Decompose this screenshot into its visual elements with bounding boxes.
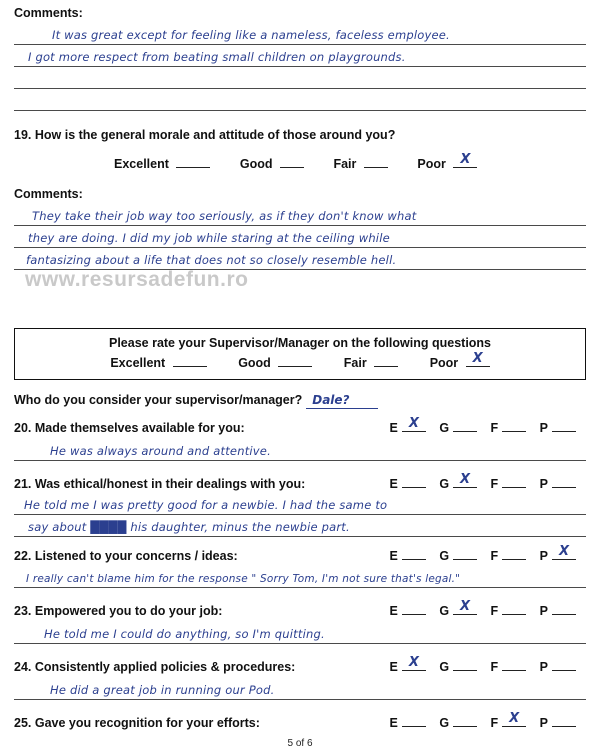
supervisor-rating-box (14, 328, 586, 380)
handwriting-text: They take their job way too seriously, as if they don't know what (32, 209, 417, 223)
handwriting-line (14, 89, 586, 111)
scale-letter: F (490, 549, 499, 563)
question-text: Listened to your concerns / ideas: (34, 549, 238, 563)
scale-option-p[interactable] (539, 544, 576, 563)
scale-letter: G (439, 604, 450, 618)
handwriting-line (14, 45, 586, 67)
question-19-scale[interactable] (14, 152, 586, 171)
handwriting-line (14, 622, 586, 644)
scale-blank[interactable] (453, 419, 477, 432)
scale-blank[interactable] (502, 475, 526, 488)
question-21 (14, 472, 586, 491)
handwriting-text: I got more respect from beating small children on playgrounds. (28, 50, 406, 64)
rating-label: Fair (343, 356, 367, 370)
handwriting-text: He told me I was pretty good for a newbie. I had the same to (24, 498, 388, 512)
scale-mark: X (408, 416, 419, 431)
question-21-answer (14, 493, 586, 537)
scale-option-f[interactable] (491, 547, 527, 563)
scale-option-g[interactable] (439, 419, 477, 435)
handwriting-text: It was great except for feeling like a nameless, faceless employee. (52, 28, 450, 42)
scale-mark: X (408, 655, 419, 670)
question-24-label (14, 660, 295, 674)
scale-blank[interactable] (453, 599, 477, 615)
scale-option-e[interactable] (389, 475, 425, 491)
rating-option-good[interactable] (238, 354, 312, 370)
rating-label: Fair (333, 157, 357, 171)
scale-blank[interactable] (402, 655, 426, 671)
scale-letter: G (439, 421, 450, 435)
question-20-scale[interactable] (379, 416, 586, 435)
question-text: Consistently applied policies & procedures: (34, 660, 296, 674)
handwriting-line (14, 248, 586, 270)
question-21-scale[interactable] (379, 472, 586, 491)
rating-option-poor[interactable] (417, 152, 477, 171)
scale-letter: P (539, 604, 548, 618)
question-number: 23. (14, 604, 32, 618)
scale-blank[interactable] (502, 658, 526, 671)
scale-letter: F (490, 604, 499, 618)
handwriting-line (14, 678, 586, 700)
rating-option-excellent[interactable] (114, 155, 210, 171)
supervisor-name-answer[interactable]: Dale? (306, 393, 377, 409)
top-comments-label: Comments: (14, 6, 83, 20)
scale-option-e[interactable] (389, 602, 425, 618)
scale-option-g[interactable] (439, 714, 477, 730)
question-20 (14, 416, 586, 435)
question-text: Was ethical/honest in their dealings with you: (34, 477, 306, 491)
top-comments-lines (14, 23, 586, 111)
supervisor-name-question: Who do you consider your supervisor/manager? (14, 393, 303, 407)
scale-letter: P (539, 549, 548, 563)
rating-label: Good (239, 157, 273, 171)
scale-letter: E (389, 660, 398, 674)
question-23-scale[interactable] (379, 599, 586, 618)
scale-blank[interactable] (402, 602, 426, 615)
question-19-comments-label: Comments: (14, 187, 83, 201)
supervisor-name-row (14, 393, 586, 407)
rating-label: Excellent (110, 356, 166, 370)
scale-blank[interactable] (552, 544, 576, 560)
question-19-comment-lines (14, 204, 586, 270)
scale-letter: E (389, 604, 398, 618)
handwriting-line (14, 515, 586, 537)
scale-option-e[interactable] (389, 655, 425, 674)
handwriting-line (14, 204, 586, 226)
rating-label: Poor (429, 356, 459, 370)
handwriting-text: I really can't blame him for the response " Sorry Tom, I'm not sure that's legal." (26, 573, 461, 585)
scale-option-p[interactable] (540, 714, 576, 730)
question-number: 21. (14, 477, 32, 491)
rating-option-poor[interactable] (429, 351, 490, 370)
question-24-answer (14, 678, 586, 700)
scale-letter: F (490, 477, 499, 491)
question-19 (14, 128, 586, 142)
scale-blank[interactable] (552, 658, 576, 671)
question-24 (14, 655, 586, 674)
scale-option-e[interactable] (389, 714, 425, 730)
scale-letter: E (389, 716, 398, 730)
scale-mark: X (509, 711, 520, 726)
scale-option-p[interactable] (540, 658, 576, 674)
question-22-label (14, 549, 238, 563)
scale-letter: P (539, 660, 548, 674)
question-number: 22. (14, 549, 32, 563)
rating-blank[interactable] (278, 354, 312, 367)
scale-letter: G (439, 716, 450, 730)
scale-option-p[interactable] (540, 419, 576, 435)
handwriting-text: say about ████ his daughter, minus the newbie part. (28, 520, 350, 534)
handwriting-text: He told me I could do anything, so I'm quitting. (44, 627, 325, 641)
question-text: Made themselves available for you: (34, 421, 245, 435)
handwriting-line (14, 226, 586, 248)
scale-option-p[interactable] (540, 602, 576, 618)
supervisor-box-title: Please rate your Supervisor/Manager on the following questions (108, 336, 492, 350)
question-20-label (14, 421, 245, 435)
scale-letter: F (490, 660, 499, 674)
question-25-label (14, 716, 260, 730)
scale-option-f[interactable] (491, 602, 527, 618)
rating-blank[interactable] (374, 354, 398, 367)
rating-label: Good (238, 356, 271, 370)
scale-letter: G (439, 660, 450, 674)
handwriting-text: they are doing. I did my job while staring at the ceiling while (28, 231, 390, 245)
rating-blank[interactable] (364, 155, 388, 168)
scale-letter: P (539, 421, 548, 435)
scale-option-e[interactable] (389, 547, 425, 563)
watermark: www.resursadefun.ro (25, 268, 249, 291)
scale-option-f[interactable] (491, 419, 527, 435)
scale-letter: P (539, 716, 548, 730)
scale-blank[interactable] (402, 475, 426, 488)
question-number: 25. (14, 716, 32, 730)
scale-option-g[interactable] (439, 547, 477, 563)
question-23-label (14, 604, 222, 618)
scale-blank[interactable] (552, 602, 576, 615)
scale-letter: P (539, 477, 548, 491)
scale-option-f[interactable] (491, 475, 527, 491)
question-22 (14, 544, 586, 563)
scale-option-f[interactable] (490, 711, 527, 730)
scale-mark: X (460, 472, 471, 487)
handwriting-line (14, 67, 586, 89)
question-25 (14, 711, 586, 730)
question-23 (14, 599, 586, 618)
scale-blank[interactable] (502, 711, 526, 727)
handwriting-line (14, 493, 586, 515)
scale-blank[interactable] (453, 547, 477, 560)
scale-option-g[interactable] (439, 472, 477, 491)
handwriting-text: He did a great job in running our Pod. (50, 683, 275, 697)
handwriting-line (14, 566, 586, 588)
question-22-answer (14, 566, 586, 588)
handwriting-text: fantasizing about a life that does not so closely resemble hell. (26, 253, 397, 267)
handwriting-line (14, 23, 586, 45)
question-22-scale[interactable] (379, 544, 586, 563)
rating-option-excellent[interactable] (110, 354, 206, 370)
scale-blank[interactable] (402, 547, 426, 560)
question-20-answer (14, 439, 586, 461)
scale-blank[interactable] (453, 472, 477, 488)
scale-letter: F (490, 421, 499, 435)
scale-blank[interactable] (502, 547, 526, 560)
rating-blank[interactable] (173, 354, 207, 367)
scale-option-p[interactable] (540, 475, 576, 491)
handwriting-text: He was always around and attentive. (50, 444, 271, 458)
question-number: 24. (14, 660, 32, 674)
scale-option-g[interactable] (439, 599, 477, 618)
rating-mark: X (460, 152, 471, 167)
question-text: Empowered you to do your job: (34, 604, 223, 618)
rating-option-fair[interactable] (333, 155, 387, 171)
scale-blank[interactable] (402, 714, 426, 727)
question-19-number: 19. (14, 128, 32, 142)
scale-option-g[interactable] (439, 658, 477, 674)
scale-letter: E (389, 549, 398, 563)
rating-blank[interactable] (280, 155, 304, 168)
rating-option-fair[interactable] (344, 354, 398, 370)
question-21-label (14, 477, 305, 491)
scale-blank[interactable] (453, 714, 477, 727)
scale-letter: E (389, 477, 398, 491)
scale-blank[interactable] (402, 416, 426, 432)
question-25-scale[interactable] (379, 711, 586, 730)
scale-blank[interactable] (502, 419, 526, 432)
scale-letter: G (439, 549, 450, 563)
question-19-text: How is the general morale and attitude of those around you? (34, 128, 396, 142)
scale-letter: F (490, 716, 499, 730)
rating-mark: X (472, 351, 483, 366)
scale-blank[interactable] (552, 475, 576, 488)
handwriting-line (14, 439, 586, 461)
rating-blank[interactable] (176, 155, 210, 168)
scale-mark: X (460, 599, 471, 614)
rating-blank[interactable] (466, 351, 490, 367)
question-23-answer (14, 622, 586, 644)
question-24-scale[interactable] (379, 655, 586, 674)
scale-blank[interactable] (453, 658, 477, 671)
scale-blank[interactable] (552, 714, 576, 727)
question-text: Gave you recognition for your efforts: (34, 716, 260, 730)
scale-option-e[interactable] (389, 416, 425, 435)
supervisor-box-scale[interactable] (25, 351, 575, 370)
question-number: 20. (14, 421, 32, 435)
scale-option-f[interactable] (491, 658, 527, 674)
scale-blank[interactable] (502, 602, 526, 615)
scale-mark: X (558, 544, 570, 559)
rating-label: Poor (417, 157, 446, 171)
rating-blank[interactable] (453, 152, 477, 168)
page-footer: 5 of 6 (287, 738, 313, 749)
scale-blank[interactable] (552, 419, 576, 432)
rating-label: Excellent (114, 157, 169, 171)
scale-letter: G (439, 477, 450, 491)
scale-letter: E (389, 421, 398, 435)
rating-option-good[interactable] (240, 155, 304, 171)
